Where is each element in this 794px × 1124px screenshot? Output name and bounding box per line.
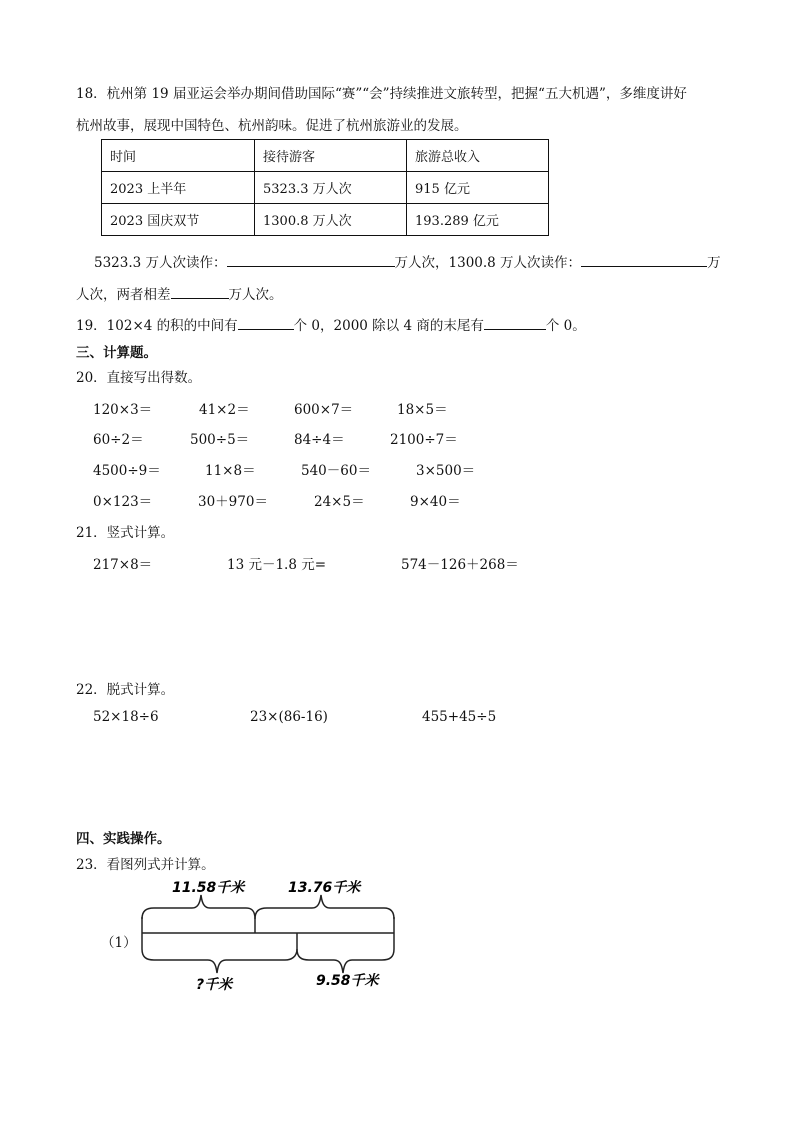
oral-calc-item: 18×5＝ [397,402,448,418]
bottom-right-brace [297,949,394,973]
oral-calc-item: 120×3＝ [93,402,153,418]
label-bottom-left: ?千米 [196,977,233,993]
label-top-left: 11.58千米 [172,880,245,896]
q18-fill1-suffix: 万 [707,255,721,271]
oral-calc-item: 0×123＝ [93,494,153,510]
oral-calc-item: 2100÷7＝ [390,432,458,448]
table-row [102,172,549,204]
q19-part2: 个 0，2000 除以 4 商的末尾有 [293,318,484,334]
oral-calc-item: 84÷4＝ [294,432,345,448]
answer-blank[interactable] [581,252,707,267]
stepwise-calc-item: 23×(86-16) [250,709,328,725]
oral-calc-item: 3×500＝ [416,463,476,479]
q22-title: 22．脱式计算。 [76,682,175,698]
oral-calc-item: 41×2＝ [199,402,250,418]
label-top-right: 13.76千米 [288,880,361,896]
stepwise-calc-item: 455+45÷5 [422,709,497,725]
q21-title: 21．竖式计算。 [76,525,175,541]
table-header-row [102,140,549,172]
q18-text-line1: 18．杭州第 19 届亚运会举办期间借助国际“赛”“会”持续推进文旅转型，把握“五大机遇”，多维度讲好 [76,86,687,102]
oral-calc-item: 9×40＝ [410,494,461,510]
q18-fill-line1 [94,251,721,271]
oral-calc-item: 540－60＝ [301,463,371,479]
table-cell: 2023 上半年 [102,172,255,204]
q18-fill2-suffix: 万人次。 [228,287,283,303]
stepwise-calc-item: 52×18÷6 [93,709,159,725]
table-cell: 5323.3 万人次 [255,172,407,204]
tourism-table [101,139,549,236]
oral-calc-item: 24×5＝ [314,494,365,510]
vertical-calc-item: 574－126＋268＝ [401,557,519,573]
section-title-calculation: 三、计算题。 [76,345,157,361]
table-row [102,204,549,236]
answer-blank[interactable] [227,252,395,267]
table-header-cell: 旅游总收入 [407,140,549,172]
q19-text [76,314,586,334]
section-title-practice: 四、实践操作。 [76,831,171,847]
top-right-brace [255,895,394,919]
answer-blank[interactable] [238,315,294,330]
table-cell: 1300.8 万人次 [255,204,407,236]
q20-title: 20．直接写出得数。 [76,370,202,386]
q19-part3: 个 0。 [545,318,586,334]
oral-calc-item: 60÷2＝ [93,432,144,448]
answer-blank[interactable] [171,284,229,299]
label-bottom-right: 9.58千米 [316,973,379,989]
top-left-brace [142,895,255,919]
oral-calc-item: 11×8＝ [205,463,256,479]
table-cell: 193.289 亿元 [407,204,549,236]
oral-calc-item: 500÷5＝ [190,432,250,448]
oral-calc-item: 600×7＝ [294,402,354,418]
table-cell: 915 亿元 [407,172,549,204]
segment-diagram [130,875,410,1000]
q23-title: 23．看图列式并计算。 [76,857,215,873]
q23-sub-label: （1） [101,935,137,951]
q18-fill1-mid: 万人次，1300.8 万人次读作： [394,255,582,271]
oral-calc-item: 30＋970＝ [198,494,268,510]
bottom-left-brace [142,949,297,973]
oral-calc-item: 4500÷9＝ [93,463,161,479]
q18-fill-line2 [76,283,283,303]
q18-fill1-prefix: 5323.3 万人次读作： [94,255,227,271]
vertical-calc-item: 217×8＝ [93,557,153,573]
q18-text-line2: 杭州故事，展现中国特色、杭州韵味。促进了杭州旅游业的发展。 [76,118,468,134]
table-header-cell: 接待游客 [255,140,407,172]
table-cell: 2023 国庆双节 [102,204,255,236]
answer-blank[interactable] [484,315,546,330]
q18-fill2-prefix: 人次，两者相差 [76,287,171,303]
table-header-cell: 时间 [102,140,255,172]
q19-part1: 19．102×4 的积的中间有 [76,318,238,334]
vertical-calc-item: 13 元－1.8 元= [227,557,327,573]
